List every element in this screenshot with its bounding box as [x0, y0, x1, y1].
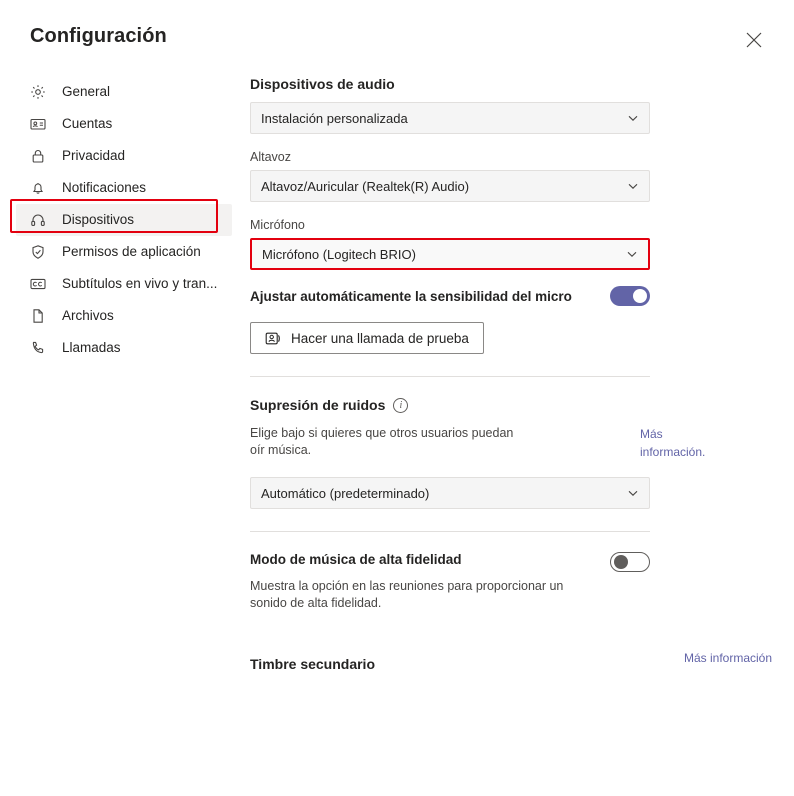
noise-suppression-dropdown[interactable]	[250, 477, 650, 509]
file-icon	[30, 306, 52, 326]
closed-caption-icon	[30, 274, 52, 294]
chevron-down-icon	[627, 180, 639, 192]
sidebar-item-general[interactable]	[16, 76, 232, 108]
noise-suppression-value: Automático (predeterminado)	[261, 485, 430, 501]
sidebar-item-label: Dispositivos	[62, 212, 135, 227]
sidebar-item-notificaciones[interactable]	[16, 172, 232, 204]
sidebar-item-label: Subtítulos en vivo y tran...	[62, 276, 218, 291]
audio-devices-heading: Dispositivos de audio	[250, 76, 395, 92]
noise-suppression-heading-row	[250, 397, 670, 413]
noise-suppression-heading: Supresión de ruidos	[250, 397, 386, 413]
noise-suppression-more-info-link[interactable]: Más información.	[640, 427, 706, 459]
auto-sensitivity-label: Ajustar automáticamente la sensibilidad del micro	[250, 288, 572, 304]
headset-icon	[30, 210, 52, 230]
microphone-dropdown[interactable]	[250, 238, 650, 270]
bell-icon	[30, 178, 52, 198]
chevron-down-icon	[626, 248, 638, 260]
chevron-down-icon	[627, 112, 639, 124]
sidebar-item-label: Archivos	[62, 308, 114, 323]
test-call-label: Hacer una llamada de prueba	[291, 330, 469, 346]
id-card-icon	[30, 114, 52, 134]
high-fidelity-more-info-link[interactable]: Más información	[684, 651, 773, 665]
gear-icon	[30, 82, 52, 102]
sidebar-item-dispositivos[interactable]	[16, 204, 232, 236]
devices-settings-panel	[250, 76, 706, 682]
close-icon[interactable]	[734, 20, 774, 60]
speaker-dropdown[interactable]	[250, 170, 650, 202]
lock-icon	[30, 146, 52, 166]
sidebar-item-archivos[interactable]	[16, 300, 232, 332]
secondary-ringer-heading: Timbre secundario	[250, 656, 376, 672]
sidebar-item-privacidad[interactable]	[16, 140, 232, 172]
noise-suppression-description-row	[250, 425, 720, 461]
sidebar-item-label: General	[62, 84, 111, 99]
sidebar-item-llamadas[interactable]	[16, 332, 232, 364]
divider	[250, 376, 650, 377]
high-fidelity-row	[250, 552, 650, 572]
window-header	[0, 0, 794, 72]
shield-icon	[30, 242, 52, 262]
noise-suppression-description: Elige bajo si quieres que otros usuarios puedan oír música.	[250, 426, 514, 457]
speaker-label: Altavoz	[250, 150, 291, 164]
auto-sensitivity-toggle[interactable]	[610, 286, 650, 306]
phone-icon	[30, 338, 52, 358]
high-fidelity-label: Modo de música de alta fidelidad	[250, 552, 462, 567]
sidebar-item-cuentas[interactable]	[16, 108, 232, 140]
toggle-knob	[633, 289, 647, 303]
high-fidelity-description: Muestra la opción en las reuniones para proporcionar un sonido de alta fidelidad.	[250, 579, 564, 610]
settings-sidebar	[16, 76, 232, 364]
info-icon[interactable]: i	[393, 398, 408, 413]
sidebar-item-label: Notificaciones	[62, 180, 147, 195]
microphone-value: Micrófono (Logitech BRIO)	[262, 246, 416, 262]
sidebar-item-permisos-de-aplicacion[interactable]	[16, 236, 232, 268]
test-call-icon	[265, 330, 282, 347]
high-fidelity-toggle[interactable]	[610, 552, 650, 572]
sidebar-item-subtitulos-en-vivo[interactable]	[16, 268, 232, 300]
toggle-knob	[614, 555, 628, 569]
page-title: Configuración	[30, 25, 167, 47]
speaker-value: Altavoz/Auricular (Realtek(R) Audio)	[261, 178, 470, 194]
test-call-button[interactable]	[250, 322, 484, 354]
audio-devices-dropdown[interactable]	[250, 102, 650, 134]
audio-devices-value: Instalación personalizada	[261, 110, 408, 126]
sidebar-item-label: Privacidad	[62, 148, 126, 163]
sidebar-item-label: Cuentas	[62, 116, 113, 131]
microphone-label: Micrófono	[250, 218, 305, 232]
sidebar-item-label: Llamadas	[62, 340, 121, 355]
sidebar-item-label: Permisos de aplicación	[62, 244, 201, 259]
divider	[250, 531, 650, 532]
chevron-down-icon	[627, 487, 639, 499]
auto-sensitivity-row	[250, 286, 650, 306]
